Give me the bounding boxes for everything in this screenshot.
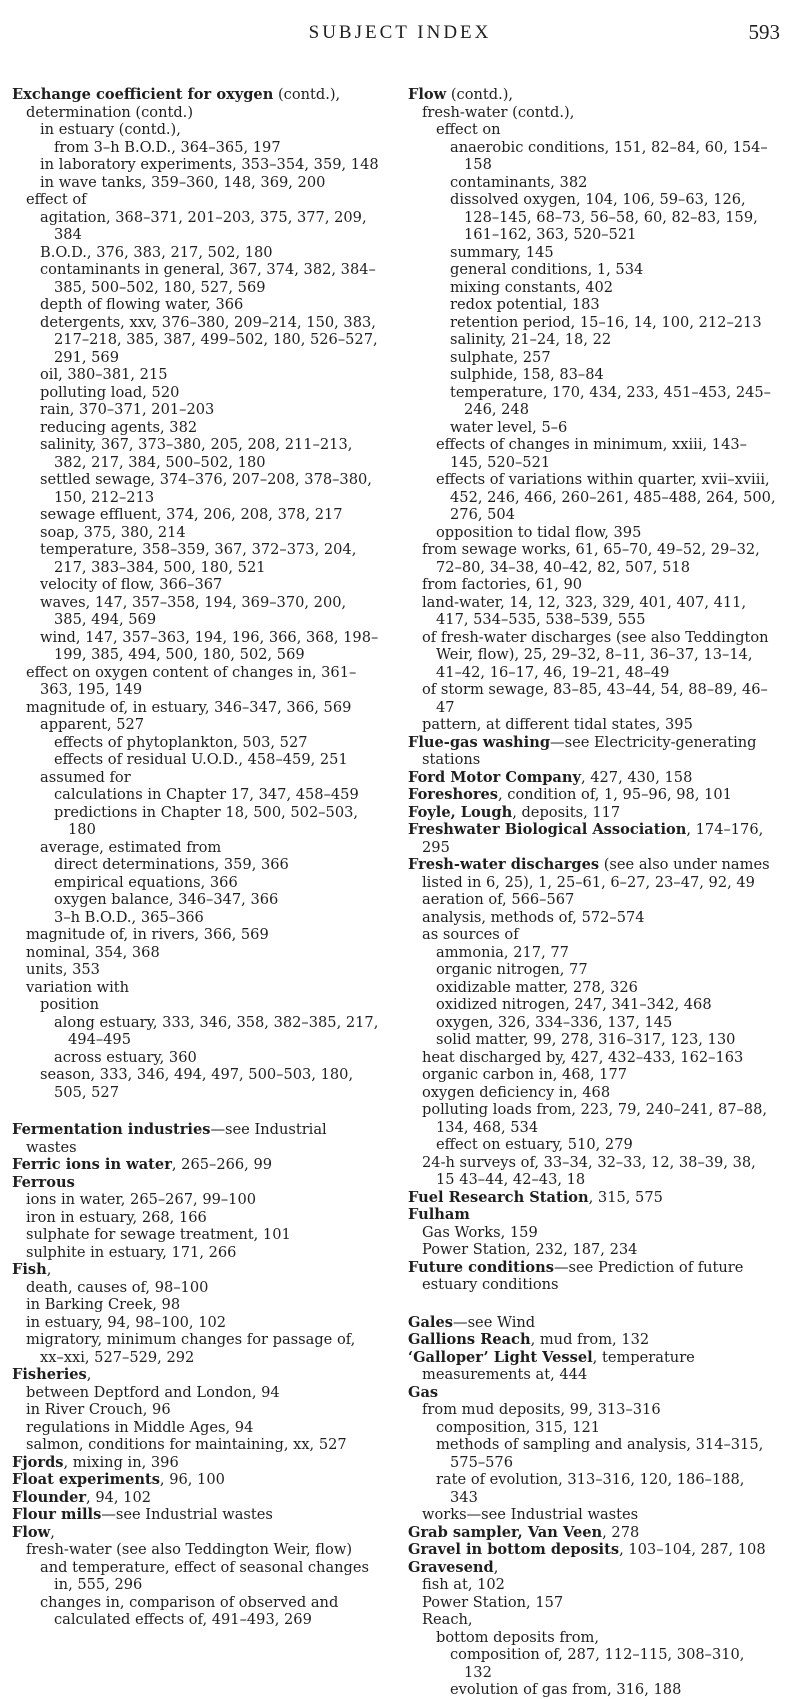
index-subentry: apparent, 527 <box>40 716 145 733</box>
index-subentry: Power Station, 232, 187, 234 <box>422 1241 638 1258</box>
index-locators: , 278 <box>602 1523 640 1541</box>
index-subentry: opposition to tidal flow, 395 <box>436 523 642 541</box>
index-subentry: organic nitrogen, 77 <box>436 961 588 978</box>
index-subentry: effects of phytoplankton, 503, 527 <box>54 733 308 751</box>
index-term: Ferric ions in water <box>12 1156 172 1173</box>
index-subentry: in estuary (contd.), <box>40 121 181 138</box>
index-subentry: effects of residual U.O.D., 458–459, 251 <box>54 751 348 768</box>
index-subentry: from mud deposits, 99, 313–316 <box>422 1401 661 1418</box>
index-subentry: between Deptford and London, 94 <box>26 1383 280 1401</box>
index-subentry: oxidized nitrogen, 247, 341–342, 468 <box>436 996 712 1013</box>
index-subentry: salinity, 367, 373–380, 205, 208, 211–213, 382, 217, 384, 500–502, 180 <box>40 436 353 471</box>
index-subentry: effects of changes in minimum, xxiii, 143–145, 520–521 <box>436 436 747 471</box>
index-term: Flour mills <box>12 1506 102 1523</box>
index-locators: , <box>86 1366 92 1383</box>
index-subentry: temperature, 170, 434, 233, 451–453, 245–246, 248 <box>450 383 771 418</box>
index-subentry: in wave tanks, 359–360, 148, 369, 200 <box>40 173 326 191</box>
index-subentry: along estuary, 333, 346, 358, 382–385, 217, 494–495 <box>54 1013 379 1048</box>
index-heading-entry <box>408 1259 776 1294</box>
page-number: 593 <box>748 20 780 44</box>
index-term: Fuel Research Station <box>408 1188 589 1206</box>
index-subentry: in Barking Creek, 98 <box>26 1296 181 1313</box>
index-locators: , temperature measurements at, 444 <box>422 1348 695 1383</box>
index-subentry: works—see Industrial wastes <box>422 1506 639 1523</box>
index-subentry: from sewage works, 61, 65–70, 49–52, 29–32, 72–80, 34–38, 40–42, 82, 507, 518 <box>422 541 760 576</box>
index-heading-entry <box>408 1189 776 1207</box>
index-subentry: analysis, methods of, 572–574 <box>422 908 645 926</box>
index-subentry: bottom deposits from, <box>436 1628 600 1646</box>
index-subentry: and temperature, effect of seasonal changes in, 555, 296 <box>40 1558 370 1593</box>
index-subentry: position <box>40 996 100 1013</box>
index-heading-entry <box>12 1471 380 1489</box>
index-locators: , condition of, 1, 95–96, 98, 101 <box>498 786 732 803</box>
index-subentry: fish at, 102 <box>422 1576 505 1593</box>
index-subentry: oxygen, 326, 334–336, 137, 145 <box>436 1013 673 1031</box>
index-subentry: from 3–h B.O.D., 364–365, 197 <box>54 138 281 156</box>
index-heading-entry <box>12 1156 380 1174</box>
index-subentry: season, 333, 346, 494, 497, 500–503, 180, 505, 527 <box>40 1066 354 1101</box>
index-term: ‘Galloper’ Light Vessel <box>408 1348 593 1366</box>
index-subentry: rain, 370–371, 201–203 <box>40 401 215 418</box>
index-subentry: effect of <box>26 191 87 208</box>
index-subentry: sulphate, 257 <box>450 348 551 366</box>
index-term: Fisheries <box>12 1366 87 1383</box>
index-subentry: direct determinations, 359, 366 <box>54 856 289 873</box>
index-subentry: B.O.D., 376, 383, 217, 502, 180 <box>40 243 273 261</box>
index-term: Exchange coefficient for oxygen <box>12 86 274 103</box>
index-subentry: composition, 315, 121 <box>436 1418 601 1436</box>
index-locators: (see also under names listed in 6, 25), 1, 25–61, 6–27, 23–47, 92, 49 <box>422 856 770 891</box>
index-heading-entry <box>12 1489 380 1507</box>
index-subentry: oxygen deficiency in, 468 <box>422 1083 611 1101</box>
index-subentry: polluting load, 520 <box>40 383 180 401</box>
index-subentry: sulphite in estuary, 171, 266 <box>26 1243 237 1261</box>
index-subentry: 24-h surveys of, 33–34, 32–33, 12, 38–39, 38, 15 43–44, 42–43, 18 <box>422 1153 756 1188</box>
index-subentry: magnitude of, in rivers, 366, 569 <box>26 926 269 943</box>
index-subentry: effect on estuary, 510, 279 <box>436 1136 633 1153</box>
index-subentry: composition of, 287, 112–115, 308–310, 132 <box>450 1646 745 1681</box>
index-subentry: empirical equations, 366 <box>54 873 238 891</box>
index-term: Flue-gas washing <box>408 733 551 751</box>
index-subentry: rate of evolution, 313–316, 120, 186–188, 343 <box>436 1471 745 1506</box>
index-heading-entry <box>408 804 776 822</box>
index-subentry: summary, 145 <box>450 243 554 261</box>
index-subentry: Reach, <box>422 1611 473 1628</box>
index-subentry: sulphide, 158, 83–84 <box>450 366 604 383</box>
index-subentry: Gas Works, 159 <box>422 1223 538 1241</box>
index-heading-entry <box>408 1524 776 1542</box>
index-subentry: contaminants in general, 367, 374, 382, 384–385, 500–502, 180, 527, 569 <box>40 261 376 296</box>
index-locators: —see Industrial wastes <box>101 1506 273 1523</box>
index-subentry: Power Station, 157 <box>422 1593 564 1611</box>
index-subentry: salmon, conditions for maintaining, xx, 527 <box>26 1436 347 1453</box>
index-subentry: ammonia, 217, 77 <box>436 943 569 961</box>
index-subentry: oxygen balance, 346–347, 366 <box>54 891 279 908</box>
index-heading-entry <box>12 1121 380 1156</box>
running-title: SUBJECT INDEX <box>308 22 492 43</box>
index-term: Gravel in bottom deposits <box>408 1541 620 1558</box>
index-heading-entry <box>408 1349 776 1384</box>
index-term: Fjords <box>12 1453 64 1471</box>
index-subentry: redox potential, 183 <box>450 296 600 313</box>
index-subentry: of storm sewage, 83–85, 43–44, 54, 88–89, 46–47 <box>422 681 768 716</box>
index-locators: —see Electricity-generating stations <box>422 733 757 768</box>
index-locators: , 96, 100 <box>159 1471 225 1488</box>
index-subentry: reducing agents, 382 <box>40 418 198 436</box>
index-subentry: waves, 147, 357–358, 194, 369–370, 200, 385, 494, 569 <box>40 593 347 628</box>
index-heading-entry <box>408 786 776 804</box>
index-term: Fulham <box>408 1206 470 1223</box>
index-locators: , 94, 102 <box>86 1488 152 1506</box>
index-subentry: of fresh-water discharges (see also Teddington Weir, flow), 25, 29–32, 8–11, 36–37, 13–14, 41–42, 16–17, 46, 19–21, 48–49 <box>422 628 769 681</box>
index-subentry: dissolved oxygen, 104, 106, 59–63, 126, 128–145, 68–73, 56–58, 60, 82–83, 159, 161–162, 363, 520–521 <box>450 191 758 243</box>
left-index-column <box>12 86 380 1629</box>
index-heading-entry <box>12 1524 380 1542</box>
index-locators: , 265–266, 99 <box>171 1156 273 1173</box>
index-locators: , 427, 430, 158 <box>580 768 693 786</box>
index-heading-entry <box>408 734 776 769</box>
index-term: Freshwater Biological Association <box>408 821 687 838</box>
index-heading-entry <box>12 1366 380 1384</box>
index-heading-entry <box>408 769 776 787</box>
index-subentry: predictions in Chapter 18, 500, 502–503, 180 <box>54 803 359 838</box>
index-subentry: oil, 380–381, 215 <box>40 366 168 383</box>
index-heading-entry <box>12 1454 380 1472</box>
index-heading-entry <box>12 1174 380 1192</box>
index-locators: , <box>46 1261 52 1278</box>
index-subentry: magnitude of, in estuary, 346–347, 366, 569 <box>26 698 352 716</box>
index-subentry: regulations in Middle Ages, 94 <box>26 1418 254 1436</box>
index-heading-entry <box>408 856 776 891</box>
index-subentry: evolution of gas from, 316, 188 <box>450 1681 682 1698</box>
index-heading-entry <box>12 1261 380 1279</box>
index-term: Fish <box>12 1261 47 1278</box>
index-term: Gallions Reach <box>408 1331 531 1348</box>
index-subentry: retention period, 15–16, 14, 100, 212–213 <box>450 313 762 331</box>
index-subentry: salinity, 21–24, 18, 22 <box>450 331 612 348</box>
index-subentry: ions in water, 265–267, 99–100 <box>26 1191 257 1208</box>
index-heading-entry <box>408 1206 776 1224</box>
index-locators: , mud from, 132 <box>530 1331 650 1348</box>
index-term: Flow <box>12 1523 51 1541</box>
index-subentry: units, 353 <box>26 961 100 978</box>
index-subentry: effect on oxygen content of changes in, 361–363, 195, 149 <box>26 663 357 698</box>
index-subentry: aeration of, 566–567 <box>422 891 575 908</box>
index-subentry: settled sewage, 374–376, 207–208, 378–380, 150, 212–213 <box>40 471 372 506</box>
index-subentry: in laboratory experiments, 353–354, 359, 148 <box>40 156 379 173</box>
index-term: Grab sampler, Van Veen <box>408 1523 603 1541</box>
index-term: Fresh-water discharges <box>408 856 600 873</box>
index-locators: (contd.), <box>273 86 341 103</box>
index-subentry: nominal, 354, 368 <box>26 943 160 961</box>
index-heading-entry <box>408 1559 776 1577</box>
index-subentry: organic carbon in, 468, 177 <box>422 1066 628 1083</box>
index-heading-entry <box>408 86 776 104</box>
index-subentry: effects of variations within quarter, xvii–xviii, 452, 246, 466, 260–261, 485–488, 264, 500, 276, 504 <box>436 471 776 523</box>
index-subentry: general conditions, 1, 534 <box>450 261 644 278</box>
index-subentry: average, estimated from <box>40 838 222 856</box>
index-locators: (contd.), <box>446 86 514 103</box>
index-term: Future conditions <box>408 1258 554 1276</box>
index-subentry: detergents, xxv, 376–380, 209–214, 150, 383, 217–218, 385, 387, 499–502, 180, 526–527, 291, 569 <box>40 313 378 366</box>
index-locators: —see Industrial wastes <box>26 1121 327 1156</box>
index-heading-entry <box>408 1541 776 1559</box>
index-locators: , <box>50 1523 55 1541</box>
index-subentry: mixing constants, 402 <box>450 278 614 296</box>
index-subentry: variation with <box>26 978 130 996</box>
index-term: Ferrous <box>12 1173 75 1191</box>
index-locators: , 174–176, 295 <box>422 821 764 856</box>
index-heading-entry <box>408 1384 776 1402</box>
index-subentry: solid matter, 99, 278, 316–317, 123, 130 <box>436 1031 736 1048</box>
index-subentry: contaminants, 382 <box>450 173 588 191</box>
index-locators: , mixing in, 396 <box>63 1453 179 1471</box>
index-subentry: from factories, 61, 90 <box>422 576 583 593</box>
index-subentry: across estuary, 360 <box>54 1048 197 1066</box>
index-subentry: land-water, 14, 12, 323, 329, 401, 407, 411, 417, 534–535, 538–539, 555 <box>422 593 747 628</box>
index-subentry: fresh-water (contd.), <box>422 103 575 121</box>
index-subentry: in estuary, 94, 98–100, 102 <box>26 1313 227 1331</box>
index-term: Gales <box>408 1313 453 1331</box>
index-subentry: oxidizable matter, 278, 326 <box>436 978 638 996</box>
index-subentry: water level, 5–6 <box>450 418 568 436</box>
index-heading-entry <box>408 1314 776 1332</box>
index-locators: , 103–104, 287, 108 <box>619 1541 766 1558</box>
index-subentry: migratory, minimum changes for passage of, xx–xxi, 527–529, 292 <box>26 1331 356 1366</box>
index-subentry: determination (contd.) <box>26 103 194 121</box>
index-subentry: assumed for <box>40 768 131 786</box>
index-subentry: pattern, at different tidal states, 395 <box>422 716 693 733</box>
index-subentry: temperature, 358–359, 367, 372–373, 204, 217, 383–384, 500, 180, 521 <box>40 541 357 576</box>
index-term: Float experiments <box>12 1471 160 1488</box>
index-subentry: sulphate for sewage treatment, 101 <box>26 1226 291 1243</box>
index-subentry: calculations in Chapter 17, 347, 458–459 <box>54 786 359 803</box>
index-term: Foyle, Lough <box>408 803 513 821</box>
page-header <box>0 18 800 48</box>
index-subentry: effect on <box>436 121 501 138</box>
index-subentry: polluting loads from, 223, 79, 240–241, 87–88, 134, 468, 534 <box>422 1101 768 1136</box>
index-locators: —see Prediction of future estuary conditions <box>422 1258 744 1293</box>
index-locators: , 315, 575 <box>588 1188 663 1206</box>
index-subentry: velocity of flow, 366–367 <box>40 576 223 593</box>
index-subentry: agitation, 368–371, 201–203, 375, 377, 209, 384 <box>40 208 367 243</box>
index-term: Foreshores <box>408 786 499 803</box>
index-subentry: heat discharged by, 427, 432–433, 162–163 <box>422 1048 744 1066</box>
index-subentry: wind, 147, 357–363, 194, 196, 366, 368, 198–199, 385, 494, 500, 180, 502, 569 <box>40 628 379 663</box>
index-subentry: sewage effluent, 374, 206, 208, 378, 217 <box>40 506 343 523</box>
index-heading-entry <box>408 1331 776 1349</box>
index-subentry: death, causes of, 98–100 <box>26 1278 209 1296</box>
index-subentry: depth of flowing water, 366 <box>40 296 244 313</box>
index-term: Gravesend <box>408 1558 494 1576</box>
index-subentry: in River Crouch, 96 <box>26 1401 171 1418</box>
index-locators: , deposits, 117 <box>512 803 621 821</box>
index-term: Ford Motor Company <box>408 768 581 786</box>
index-subentry: fresh-water (see also Teddington Weir, flow) <box>26 1541 353 1558</box>
index-subentry: methods of sampling and analysis, 314–315, 575–576 <box>436 1436 764 1471</box>
index-term: Flounder <box>12 1488 87 1506</box>
index-term: Fermentation industries <box>12 1121 211 1138</box>
index-term: Flow <box>408 86 447 103</box>
index-subentry: 3–h B.O.D., 365–366 <box>54 908 204 926</box>
index-heading-entry <box>12 86 380 104</box>
index-heading-entry <box>12 1506 380 1524</box>
right-index-column <box>408 86 776 1699</box>
index-subentry: anaerobic conditions, 151, 82–84, 60, 154–158 <box>450 138 768 173</box>
index-term: Gas <box>408 1383 439 1401</box>
index-subentry: iron in estuary, 268, 166 <box>26 1208 207 1226</box>
index-locators: —see Wind <box>452 1313 536 1331</box>
index-heading-entry <box>408 821 776 856</box>
index-subentry: changes in, comparison of observed and calculated effects of, 491–493, 269 <box>40 1593 339 1628</box>
index-subentry: as sources of <box>422 926 519 943</box>
index-locators: , <box>493 1558 499 1576</box>
index-subentry: soap, 375, 380, 214 <box>40 523 186 541</box>
